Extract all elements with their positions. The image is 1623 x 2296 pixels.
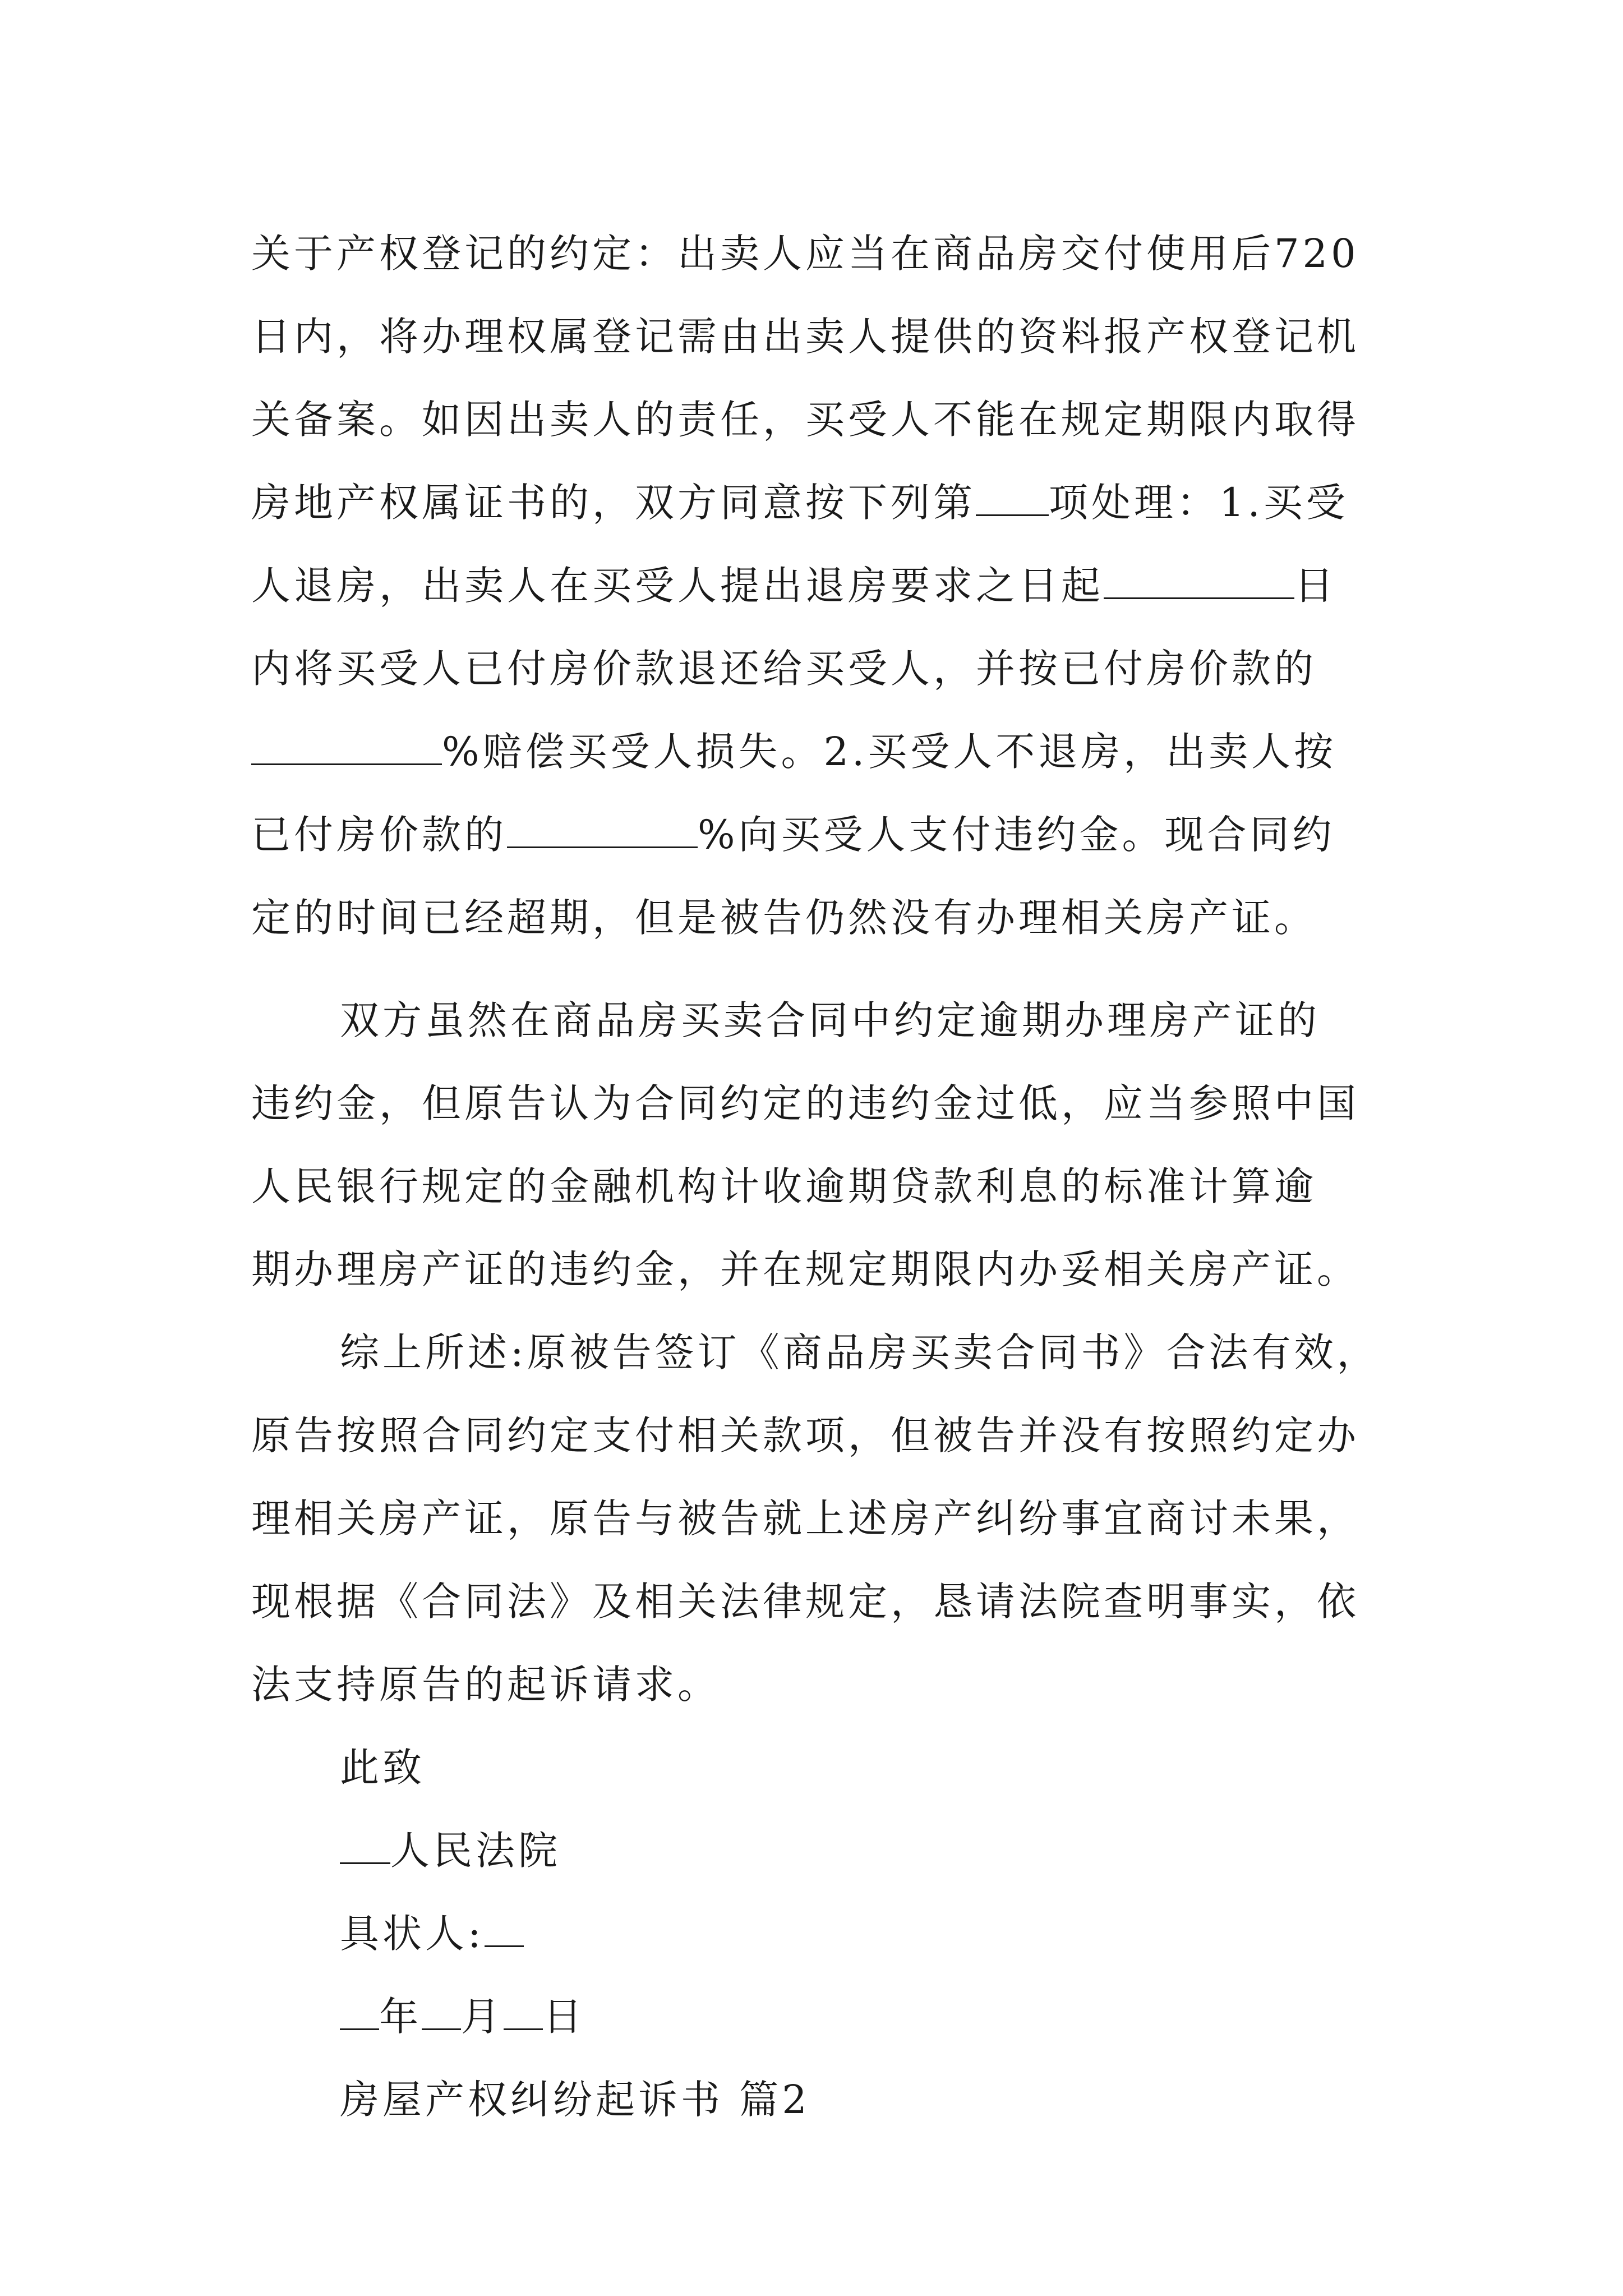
fill-in-blank bbox=[340, 1995, 379, 2030]
text-segment: 已付房价款的 bbox=[251, 812, 507, 858]
date-line bbox=[251, 1975, 1395, 2058]
text-line: 定的时间已经超期，但是被告仍然没有办理相关房产证。 bbox=[251, 895, 1317, 941]
closing-section bbox=[251, 1726, 1395, 2141]
fill-in-blank bbox=[976, 481, 1049, 516]
fill-in-blank bbox=[504, 1995, 543, 2030]
day-label: 日 bbox=[543, 1994, 585, 2040]
text-line: 关备案。如因出卖人的责任，买受人不能在规定期限内取得 bbox=[251, 397, 1359, 443]
text-segment: 日 bbox=[1294, 563, 1337, 609]
text-segment: %向买受人支付违约金。现合同约 bbox=[698, 812, 1335, 858]
text-line: 内将买受人已付房价款退还给买受人，并按已付房价款的 bbox=[251, 646, 1317, 692]
signer-line bbox=[251, 1892, 1395, 1975]
fill-in-blank bbox=[422, 1995, 461, 2030]
text-line: 双方虽然在商品房买卖合同中约定逾期办理房产证的 bbox=[340, 997, 1320, 1043]
month-label: 月 bbox=[461, 1994, 504, 2040]
text-line: 理相关房产证，原告与被告就上述房产纠纷事宜商讨未果， bbox=[251, 1496, 1359, 1542]
text-line: 关于产权登记的约定：出卖人应当在商品房交付使用后720 bbox=[251, 231, 1359, 277]
fill-in-blank bbox=[1104, 564, 1294, 599]
text-segment: 项处理：1.买受 bbox=[1049, 480, 1349, 526]
text-segment: %赔偿买受人损失。2.买受人不退房，出卖人按 bbox=[442, 729, 1337, 775]
paragraph-penalty bbox=[251, 979, 1395, 1311]
paragraph-property-registration bbox=[251, 212, 1395, 959]
signer-label: 具状人: bbox=[340, 1911, 485, 1957]
paragraph-summary bbox=[251, 1311, 1395, 1726]
next-section-title: 房屋产权纠纷起诉书 篇2 bbox=[340, 2077, 810, 2123]
text-line bbox=[251, 793, 1395, 876]
year-label: 年 bbox=[379, 1994, 422, 2040]
fill-in-blank bbox=[340, 1829, 390, 1864]
fill-in-blank bbox=[507, 813, 698, 848]
text-line bbox=[251, 710, 1395, 793]
text-line: 期办理房产证的违约金，并在规定期限内办妥相关房产证。 bbox=[251, 1246, 1359, 1292]
text-line bbox=[251, 461, 1395, 544]
court-name: 人民法院 bbox=[390, 1828, 561, 1874]
text-line: 综上所述:原被告签订《商品房买卖合同书》合法有效， bbox=[340, 1329, 1380, 1375]
text-line bbox=[251, 544, 1395, 627]
salutation: 此致 bbox=[340, 1745, 425, 1791]
text-line: 现根据《合同法》及相关法律规定，恳请法院查明事实，依 bbox=[251, 1579, 1359, 1625]
text-line: 日内，将办理权属登记需由出卖人提供的资料报产权登记机 bbox=[251, 314, 1359, 360]
text-line: 法支持原告的起诉请求。 bbox=[251, 1662, 720, 1708]
fill-in-blank bbox=[251, 730, 442, 765]
text-segment: 房地产权属证书的，双方同意按下列第 bbox=[251, 480, 976, 526]
fill-in-blank bbox=[485, 1912, 524, 1947]
text-line: 违约金，但原告认为合同约定的违约金过低，应当参照中国 bbox=[251, 1080, 1359, 1126]
text-line: 人民银行规定的金融机构计收逾期贷款利息的标准计算逾 bbox=[251, 1163, 1317, 1209]
text-line: 原告按照合同约定支付相关款项，但被告并没有按照约定办 bbox=[251, 1412, 1359, 1458]
text-segment: 人退房，出卖人在买受人提出退房要求之日起 bbox=[251, 563, 1104, 609]
court-line bbox=[251, 1809, 1395, 1892]
